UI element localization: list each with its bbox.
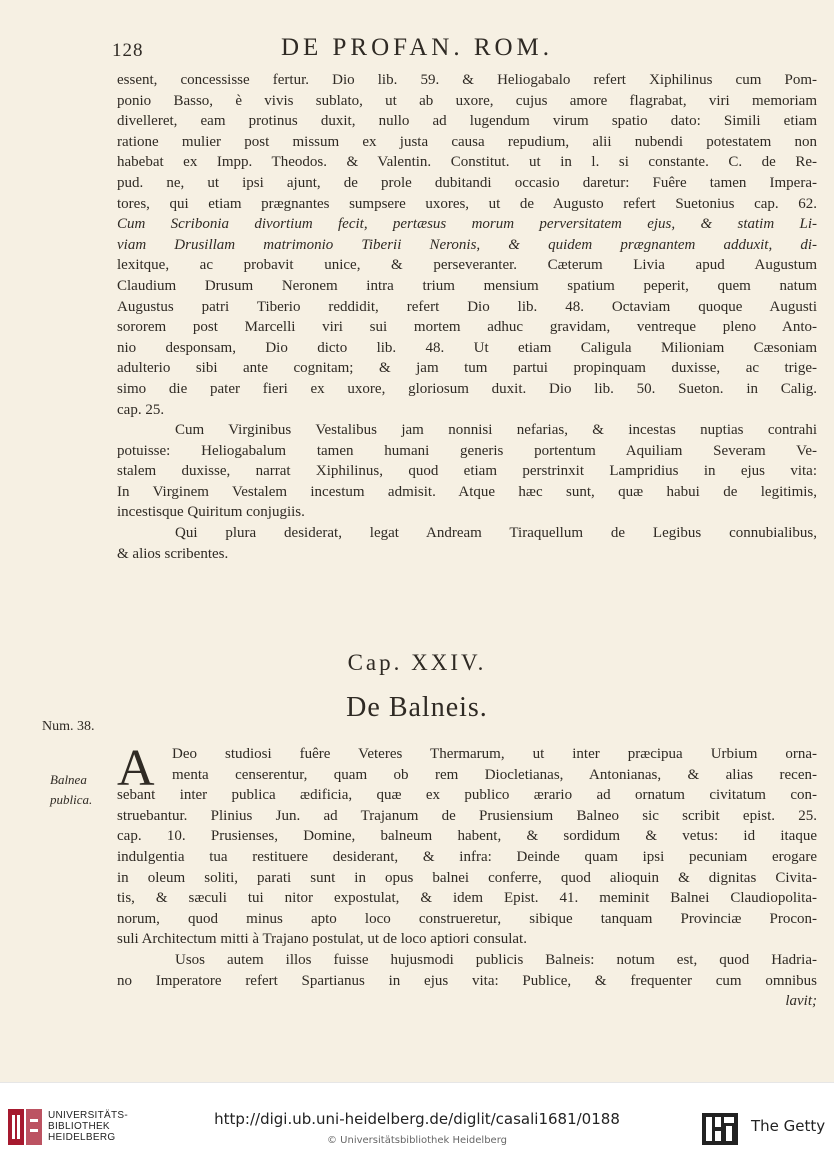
text-line: & alios scribentes. bbox=[117, 545, 229, 562]
margin-note-line: Balnea bbox=[50, 772, 87, 787]
text-line: struebantur. Plinius Jun. ad Trajanum de Prusiensium Balneo sic scribit epist. 25. bbox=[117, 807, 817, 824]
margin-number: Num. 38. bbox=[42, 719, 95, 734]
text-line: ratione mulier post missum ex justa causa repudium, alii nubendi potestatem non bbox=[117, 133, 817, 150]
text-line: norum, quod minus apto loco construeretur, sibique tanquam Provinciæ Procon- bbox=[117, 910, 817, 927]
text-line: Deo studiosi fuêre Veteres Thermarum, ut inter præcipua Urbium orna- bbox=[172, 746, 817, 762]
text-line: In Virginem Vestalem incestum admisit. Atque hæc sunt, quæ habui de legitimis, bbox=[117, 483, 817, 500]
text-line: ponio Basso, è vivis sublato, ut ab uxore, cujus amore flagrabat, viri memoriam bbox=[117, 92, 817, 109]
text-line: Claudium Drusum Neronem intra trium mensium spatium peperit, quem natum bbox=[117, 277, 817, 294]
text-line: in oleum soliti, parati sunt in opus balnei conferre, quod alioquin & dignitas Civita- bbox=[117, 869, 817, 886]
text-line-italic: viam Drusillam matrimonio Tiberii Neronis, & quidem prægnantem adduxit, di- bbox=[117, 236, 817, 253]
text-line: habebat ex Impp. Theodos. & Valentin. Constitut. ut in l. si constante. C. de Re- bbox=[117, 154, 817, 171]
footer-bar bbox=[0, 1082, 834, 1164]
getty-label: The Getty bbox=[751, 1117, 826, 1135]
text-line: nio desponsam, Dio dicto lib. 48. Ut etiam Caligula Milioniam Cæsoniam bbox=[117, 339, 817, 356]
body-text bbox=[117, 70, 817, 564]
text-line: Cum Virginibus Vestalibus jam nonnisi nefarias, & incestas nuptias contrahi bbox=[175, 422, 817, 439]
text-line: sebant inter publica ædificia, quæ ex publico ærario ad ornatum civitatum con- bbox=[117, 787, 817, 804]
library-name: UNIVERSITÄTS- BIBLIOTHEK HEIDELBERG bbox=[48, 1110, 129, 1143]
page-number: 128 bbox=[112, 40, 144, 61]
text-line: potuisse: Heliogabalum tamen humani generis portentum Aquiliam Severam Ve- bbox=[117, 442, 817, 459]
text-line: incestisque Quiritum conjugiis. bbox=[117, 504, 305, 521]
chapter-heading: Cap. XXIV. bbox=[347, 650, 487, 675]
catchword: lavit; bbox=[785, 993, 817, 1010]
text-line: sororem post Marcelli viri sui mortem adhuc gravidam, ventreque pleno Anto- bbox=[117, 319, 817, 336]
chapter-body bbox=[117, 740, 817, 1012]
chapter-title: De Balneis. bbox=[346, 692, 488, 723]
text-line: simo die pater fieri ex uxore, gloriosum duxit. Dio lib. 50. Sueton. in Calig. bbox=[117, 380, 817, 397]
text-line: suli Architectum mitti à Trajano postulat, ut de loco aptiori consulat. bbox=[117, 931, 527, 948]
text-line: essent, concessisse fertur. Dio lib. 59. & Heliogabalo refert Xiphilinus cum Pom- bbox=[117, 72, 817, 88]
text-line: pud. ne, ut ipsi ajunt, de prole dubitandi occasio daretur: Fuêre tamen Impera- bbox=[117, 174, 817, 191]
margin-note bbox=[50, 770, 92, 810]
text-line: tores, qui etiam prægnantes sumpsere uxores, ut de Augusto refert Suetonius cap. 62. bbox=[117, 195, 817, 212]
text-line: indulgentia tua restituere desiderant, & infra: Deinde quam ipsi pecuniam erogare bbox=[117, 848, 817, 865]
text-line-italic: Cum Scribonia divortium fecit, pertæsus morum perversitatem ejus, & statim Li- bbox=[117, 216, 817, 233]
copyright-text: © Universitätsbibliothek Heidelberg bbox=[326, 1135, 507, 1146]
header-title: DE PROFAN. ROM. bbox=[280, 34, 554, 61]
text-line: adulterio sibi ante cognitam; & jam tum partui propinquam duxisse, ac trige- bbox=[117, 360, 817, 377]
text-line: Usos autem illos fuisse hujusmodi publicis Balneis: notum est, quod Hadria- bbox=[175, 951, 817, 968]
text-line: menta censerentur, quam ob rem Diocletianas, Antonianas, & alias recen- bbox=[172, 766, 817, 783]
text-line: Qui plura desiderat, legat Andream Tiraquellum de Legibus connubialibus, bbox=[175, 525, 817, 542]
running-head bbox=[0, 30, 834, 66]
text-line: stalem duxisse, narrat Xiphilinus, quod etiam perstrinxit Lampridius in ejus vita: bbox=[117, 463, 817, 480]
text-line: Augustus patri Tiberio reddidit, refert Dio lib. 48. Octaviam quoque Augusti bbox=[117, 298, 817, 315]
text-line: cap. 25. bbox=[117, 401, 165, 418]
text-line: lexitque, ac probavit unice, & perseveranter. Cæterum Livia apud Augustum bbox=[117, 257, 817, 274]
drop-cap: A bbox=[117, 740, 155, 797]
margin-note-line: publica. bbox=[50, 792, 93, 807]
text-line: tis, & sæculi tui nitor expostulat, & idem Epist. 41. meminit Balnei Claudiopolita- bbox=[117, 890, 817, 907]
text-line: divelleret, eam protinus duxit, nullo ad lugendum virum spatio dato: Simili etiam bbox=[117, 113, 817, 130]
text-line: no Imperatore refert Spartianus in ejus vita: Publice, & frequenter cum omnibus bbox=[117, 972, 817, 989]
getty-logo-icon bbox=[702, 1113, 738, 1145]
text-line: cap. 10. Prusienses, Domine, balneum habent, & sordidum & vetus: id itaque bbox=[117, 828, 817, 845]
permalink-url[interactable]: http://digi.ub.uni-heidelberg.de/diglit/casali1681/0188 bbox=[214, 1110, 620, 1128]
